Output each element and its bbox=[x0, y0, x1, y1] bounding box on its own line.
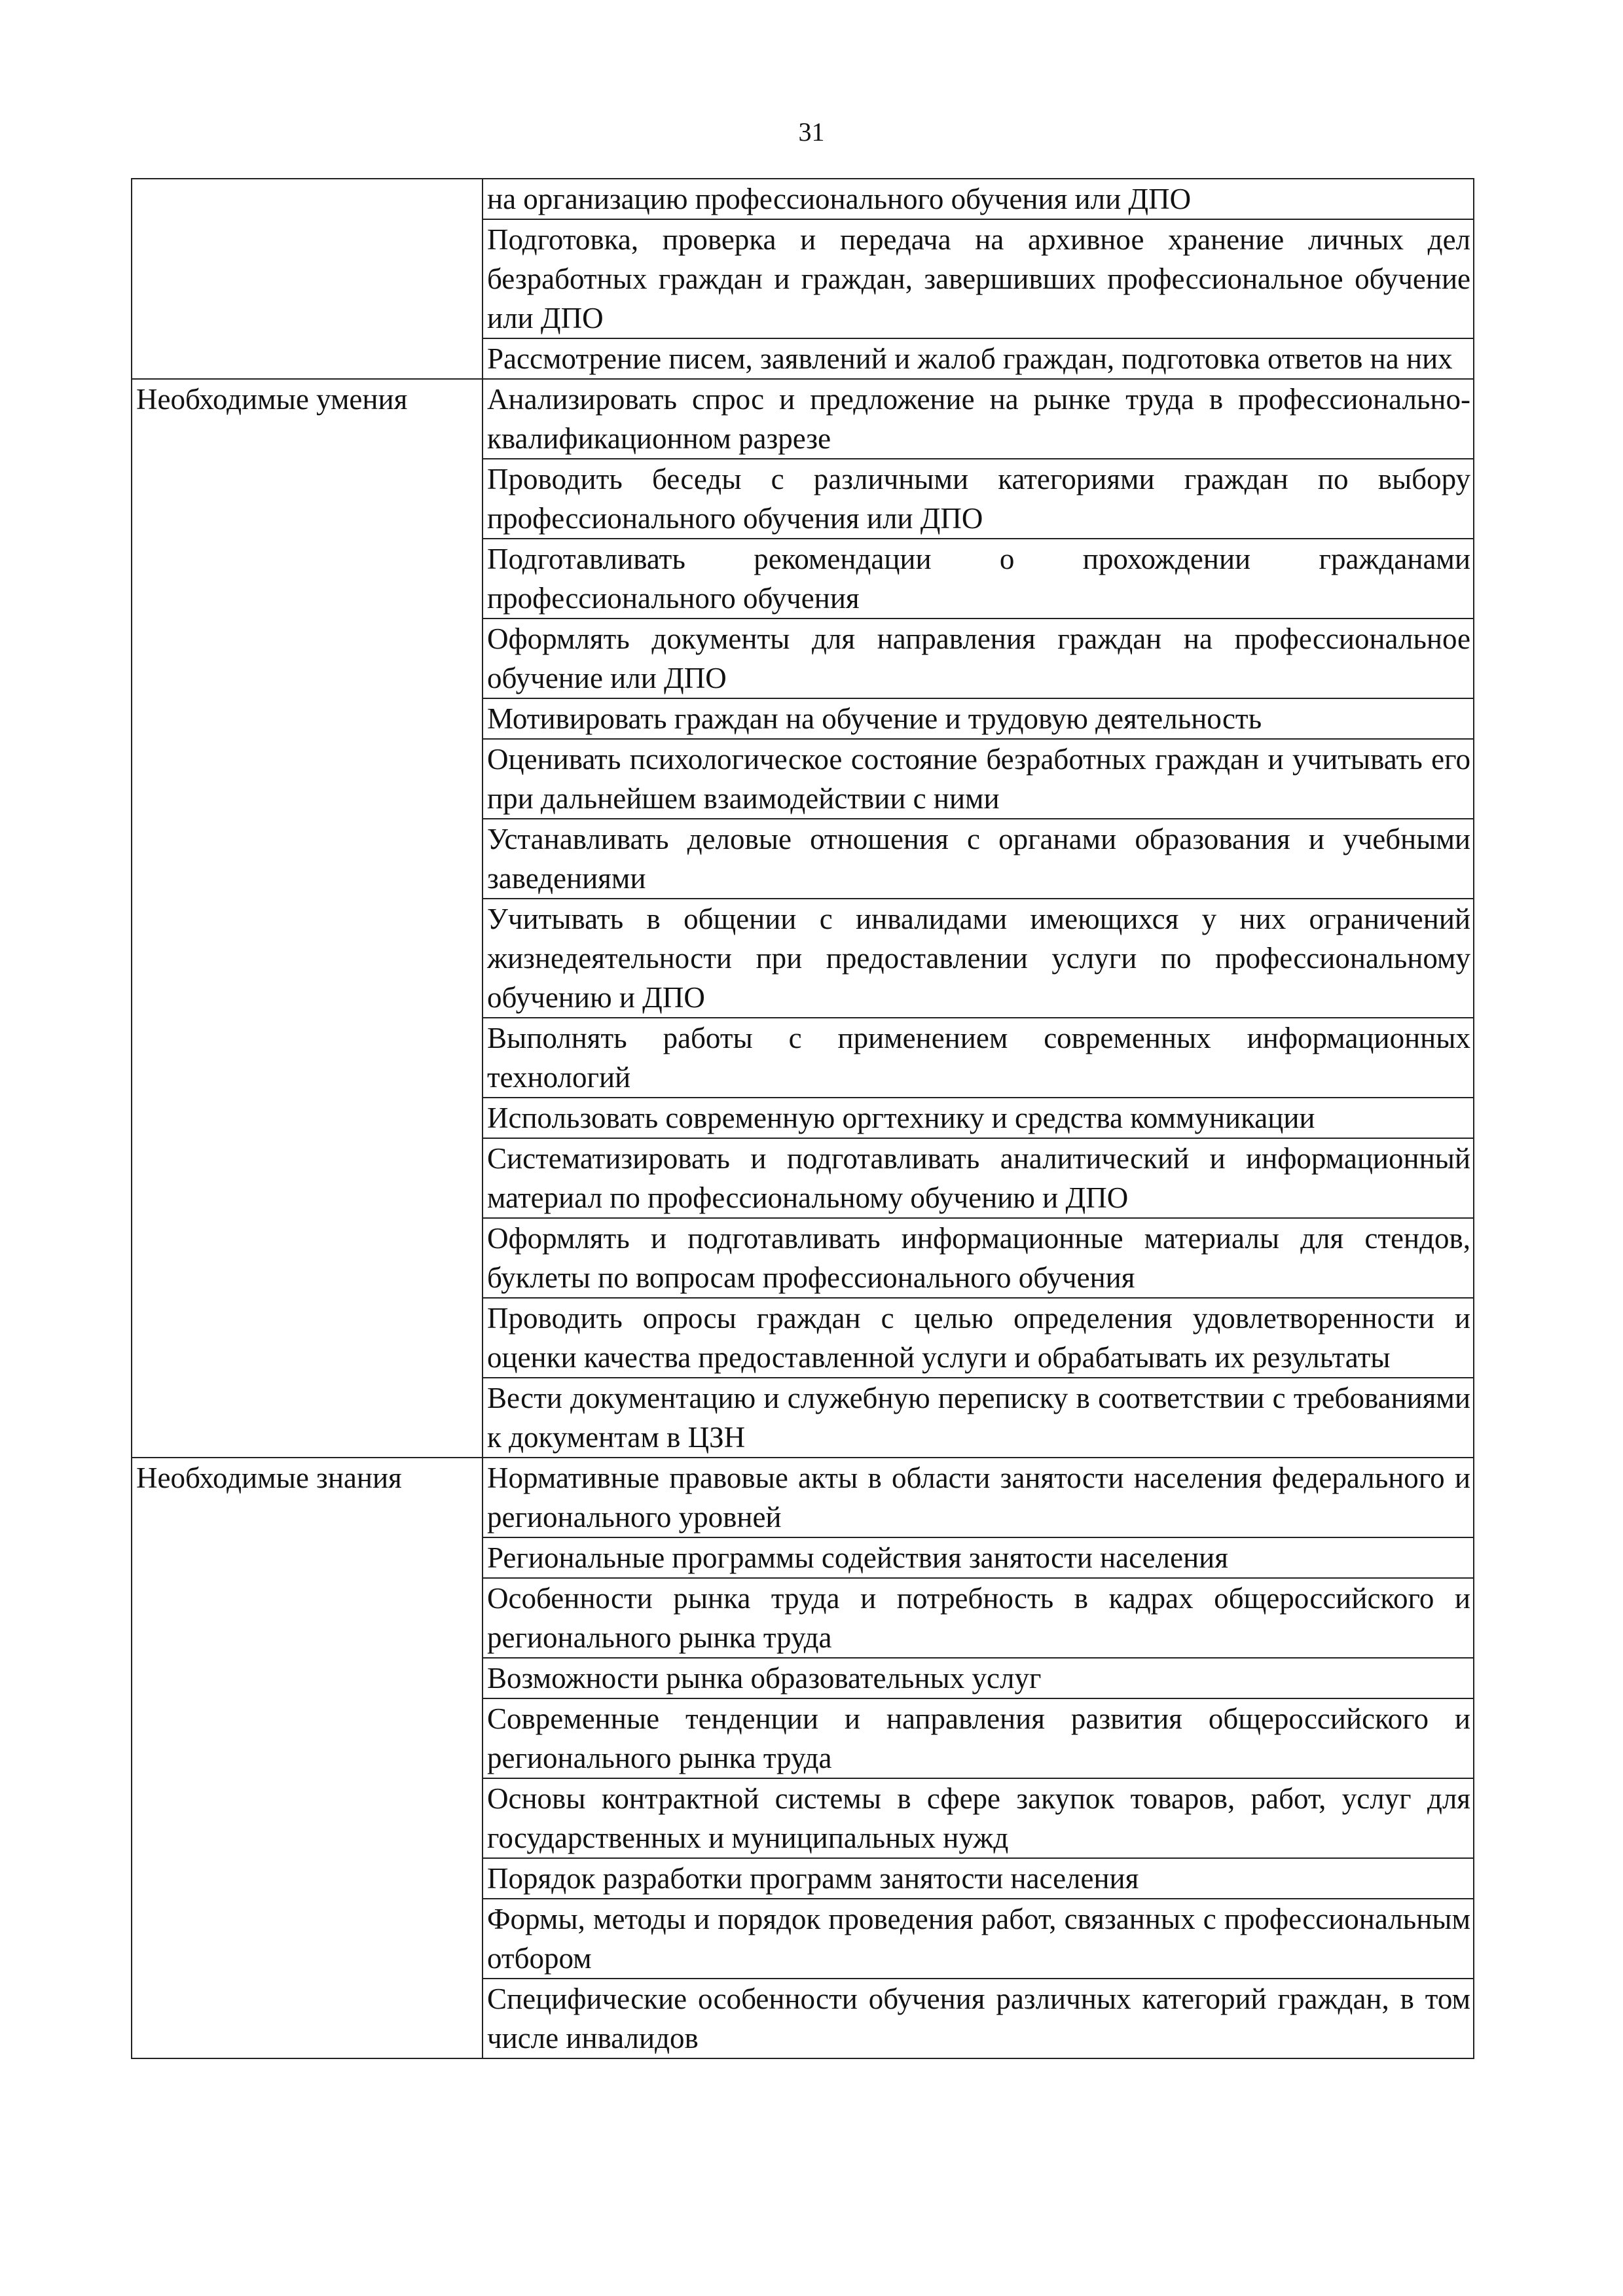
section-item: Выполнять работы с применением современных информационных технологий bbox=[483, 1018, 1474, 1098]
section-item: Оформлять документы для направления граждан на профессиональное обучение или ДПО bbox=[483, 619, 1474, 698]
section-item: Анализировать спрос и предложение на рынке труда в профессионально-квалификационном разрезе bbox=[483, 379, 1474, 459]
section-item: Возможности рынка образовательных услуг bbox=[483, 1658, 1474, 1698]
section-item: Оформлять и подготавливать информационные материалы для стендов, буклеты по вопросам профессионального обучения bbox=[483, 1218, 1474, 1298]
section-item: на организацию профессионального обучения или ДПО bbox=[483, 179, 1474, 219]
table-row bbox=[132, 379, 1474, 459]
section-label: Необходимые знания bbox=[132, 1458, 483, 2058]
section-item: Формы, методы и порядок проведения работ, связанных с профессиональным отбором bbox=[483, 1899, 1474, 1979]
table-row bbox=[132, 179, 1474, 219]
section-item: Региональные программы содействия занятости населения bbox=[483, 1537, 1474, 1578]
section-item: Порядок разработки программ занятости населения bbox=[483, 1858, 1474, 1899]
section-item: Подготавливать рекомендации о прохождении гражданами профессионального обучения bbox=[483, 539, 1474, 619]
section-item: Особенности рынка труда и потребность в кадрах общероссийского и регионального рынка труда bbox=[483, 1578, 1474, 1658]
section-item: Учитывать в общении с инвалидами имеющихся у них ограничений жизнедеятельности при предоставлении услуги по профессиональному обучению и ДПО bbox=[483, 899, 1474, 1018]
section-item: Оценивать психологическое состояние безработных граждан и учитывать его при дальнейшем взаимодействии с ними bbox=[483, 739, 1474, 819]
section-item: Проводить опросы граждан с целью определения удовлетворенности и оценки качества предоставленной услуги и обрабатывать их результаты bbox=[483, 1298, 1474, 1378]
section-item: Систематизировать и подготавливать аналитический и информационный материал по профессиональному обучению и ДПО bbox=[483, 1138, 1474, 1218]
section-item: Устанавливать деловые отношения с органами образования и учебными заведениями bbox=[483, 819, 1474, 899]
section-item: Вести документацию и служебную переписку в соответствии с требованиями к документам в ЦЗН bbox=[483, 1378, 1474, 1458]
section-label: Необходимые умения bbox=[132, 379, 483, 1458]
competency-table-body bbox=[132, 179, 1474, 2058]
section-item: Специфические особенности обучения различных категорий граждан, в том числе инвалидов bbox=[483, 1979, 1474, 2058]
section-label bbox=[132, 179, 483, 379]
page-number: 31 bbox=[798, 117, 825, 147]
section-item: Нормативные правовые акты в области занятости населения федерального и регионального уровней bbox=[483, 1458, 1474, 1537]
section-item: Использовать современную оргтехнику и средства коммуникации bbox=[483, 1098, 1474, 1138]
section-item: Подготовка, проверка и передача на архивное хранение личных дел безработных граждан и граждан, завершивших профессиональное обучение или ДПО bbox=[483, 219, 1474, 338]
section-item: Рассмотрение писем, заявлений и жалоб граждан, подготовка ответов на них bbox=[483, 338, 1474, 379]
table-row bbox=[132, 1458, 1474, 1537]
section-item: Проводить беседы с различными категориями граждан по выбору профессионального обучения или ДПО bbox=[483, 459, 1474, 539]
section-item: Мотивировать граждан на обучение и трудовую деятельность bbox=[483, 698, 1474, 739]
competency-table bbox=[131, 178, 1474, 2059]
section-item: Современные тенденции и направления развития общероссийского и регионального рынка труда bbox=[483, 1698, 1474, 1778]
section-item: Основы контрактной системы в сфере закупок товаров, работ, услуг для государственных и муниципальных нужд bbox=[483, 1778, 1474, 1858]
